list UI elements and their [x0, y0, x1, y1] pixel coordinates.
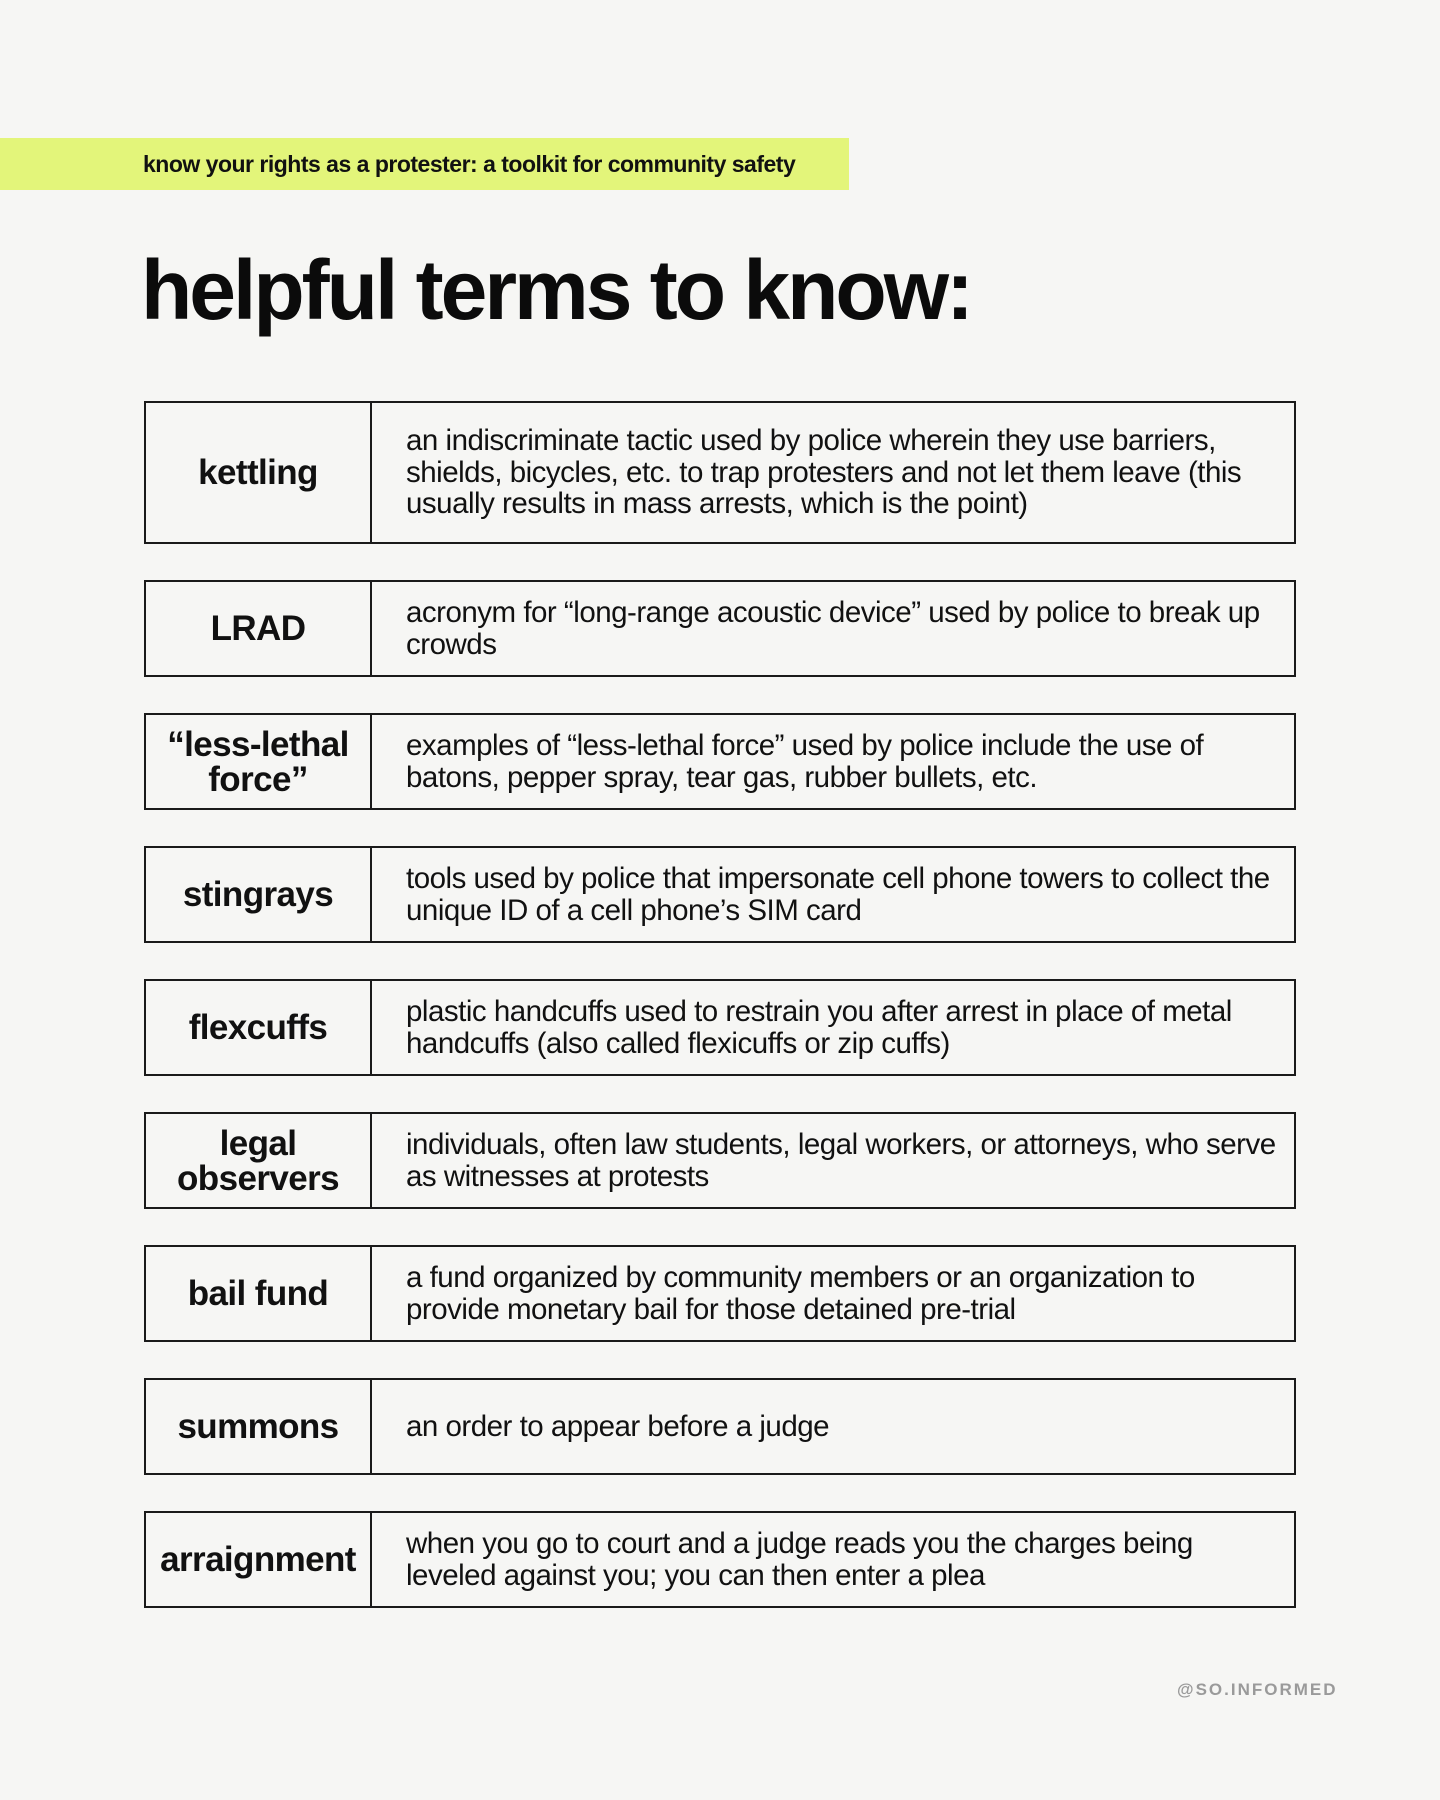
term-definition: individuals, often law students, legal workers, or attorneys, who serve as witnesses at protests — [406, 1127, 1276, 1193]
term-definition: an order to appear before a judge — [406, 1409, 830, 1443]
term-definition: a fund organized by community members or an organization to provide monetary bail for those detained pre-trial — [406, 1260, 1195, 1326]
term-label: legal observers — [146, 1114, 372, 1207]
term-row-stingrays — [144, 846, 1296, 943]
term-row-flexcuffs — [144, 979, 1296, 1076]
term-label: bail fund — [146, 1247, 372, 1340]
term-label: flexcuffs — [146, 981, 372, 1074]
term-definition: acronym for “long-range acoustic device” used by police to break up crowds — [406, 595, 1260, 661]
term-definition: when you go to court and a judge reads you the charges being leveled against you; you can then enter a plea — [406, 1526, 1193, 1592]
terms-table — [144, 401, 1296, 1608]
term-label: LRAD — [146, 582, 372, 675]
term-definition: plastic handcuffs used to restrain you after arrest in place of metal handcuffs (also called flexicuffs or zip cuffs) — [406, 994, 1232, 1060]
term-label: arraignment — [146, 1513, 372, 1606]
term-row-bail-fund — [144, 1245, 1296, 1342]
term-row-kettling — [144, 401, 1296, 544]
term-row-legal-observers — [144, 1112, 1296, 1209]
term-definition: examples of “less-lethal force” used by police include the use of batons, pepper spray, tear gas, rubber bullets, etc. — [406, 728, 1204, 794]
term-label: stingrays — [146, 848, 372, 941]
term-row-less-lethal-force — [144, 713, 1296, 810]
term-definition: an indiscriminate tactic used by police wherein they use barriers, shields, bicycles, etc. to trap protesters and not let them leave (this usually results in mass arrests, which is the point) — [406, 423, 1242, 521]
author-handle: @SO.INFORMED — [1177, 1680, 1338, 1699]
term-row-summons — [144, 1378, 1296, 1475]
term-definition: tools used by police that impersonate cell phone towers to collect the unique ID of a cell phone’s SIM card — [406, 861, 1270, 927]
term-row-arraignment — [144, 1511, 1296, 1608]
term-label: summons — [146, 1380, 372, 1473]
topic-banner: know your rights as a protester: a toolkit for community safety — [0, 138, 849, 190]
page-title: helpful terms to know: — [141, 243, 972, 337]
term-label: kettling — [146, 403, 372, 542]
term-label: “less-lethal force” — [146, 715, 372, 808]
term-row-lrad — [144, 580, 1296, 677]
